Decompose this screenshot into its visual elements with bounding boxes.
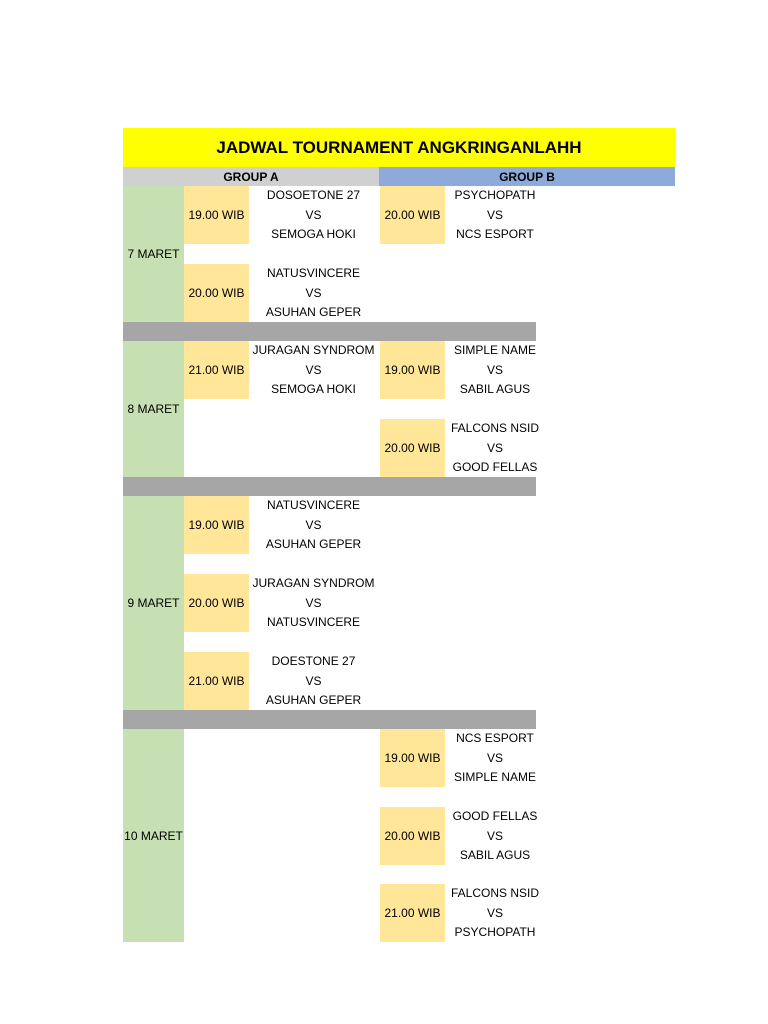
team-home: JURAGAN SYNDROM — [252, 343, 375, 357]
team-home: GOOD FELLAS — [452, 809, 538, 823]
match-teams — [445, 186, 545, 244]
match-teams — [248, 496, 379, 554]
match-time: 20.00 WIB — [184, 264, 249, 322]
vs-label: VS — [486, 828, 503, 843]
date-cell: 9 MARET — [123, 496, 184, 710]
vs-label: VS — [486, 362, 503, 377]
match-time: 19.00 WIB — [184, 496, 249, 554]
date-cell: 7 MARET — [123, 186, 184, 322]
vs-label: VS — [305, 285, 322, 300]
match-teams — [248, 264, 379, 322]
day-separator — [123, 322, 536, 341]
schedule-title: JADWAL TOURNAMENT ANGKRINGANLAHH — [123, 128, 675, 167]
team-home: FALCONS NSID — [450, 421, 540, 435]
team-home: NATUSVINCERE — [266, 266, 361, 280]
match-teams — [248, 574, 379, 632]
day-separator — [123, 710, 536, 729]
vs-label: VS — [486, 440, 503, 455]
team-home: JURAGAN SYNDROM — [252, 576, 375, 590]
date-cell: 10 MARET — [123, 729, 184, 942]
match-time: 20.00 WIB — [380, 419, 445, 477]
match-time: 21.00 WIB — [184, 341, 249, 399]
match-teams — [445, 419, 545, 477]
group-a-header: GROUP A — [123, 167, 379, 186]
team-away: PSYCHOPATH — [454, 925, 536, 939]
match-teams — [248, 186, 379, 244]
match-teams — [445, 729, 545, 787]
match-time: 19.00 WIB — [380, 729, 445, 787]
team-home: NCS ESPORT — [456, 731, 534, 745]
team-home: DOESTONE 27 — [271, 654, 356, 668]
team-away: ASUHAN GEPER — [265, 693, 362, 707]
match-time: 20.00 WIB — [380, 186, 445, 244]
team-home: FALCONS NSID — [450, 886, 540, 900]
match-time: 19.00 WIB — [184, 186, 249, 244]
team-away: SABIL AGUS — [459, 848, 531, 862]
team-away: SABIL AGUS — [459, 382, 531, 396]
vs-label: VS — [486, 905, 503, 920]
vs-label: VS — [305, 595, 322, 610]
match-time: 19.00 WIB — [380, 341, 445, 399]
match-time: 21.00 WIB — [380, 884, 445, 942]
date-cell: 8 MARET — [123, 341, 184, 477]
match-teams — [248, 652, 379, 710]
match-teams — [445, 884, 545, 942]
team-away: NCS ESPORT — [456, 227, 534, 241]
vs-label: VS — [305, 517, 322, 532]
team-home: PSYCHOPATH — [454, 188, 536, 202]
team-away: SIMPLE NAME — [453, 770, 537, 784]
vs-label: VS — [305, 673, 322, 688]
team-home: NATUSVINCERE — [266, 498, 361, 512]
team-away: SEMOGA HOKI — [271, 382, 356, 396]
team-away: ASUHAN GEPER — [265, 537, 362, 551]
team-away: SEMOGA HOKI — [271, 227, 356, 241]
vs-label: VS — [305, 207, 322, 222]
team-home: SIMPLE NAME — [453, 343, 537, 357]
match-time: 20.00 WIB — [184, 574, 249, 632]
match-teams — [445, 341, 545, 399]
group-b-header: GROUP B — [379, 167, 675, 186]
match-teams — [445, 807, 545, 865]
vs-label: VS — [486, 207, 503, 222]
team-away: GOOD FELLAS — [452, 460, 538, 474]
match-time: 20.00 WIB — [380, 807, 445, 865]
match-teams — [248, 341, 379, 399]
day-separator — [123, 477, 536, 496]
vs-label: VS — [305, 362, 322, 377]
match-time: 21.00 WIB — [184, 652, 249, 710]
team-away: NATUSVINCERE — [266, 615, 361, 629]
team-away: ASUHAN GEPER — [265, 305, 362, 319]
vs-label: VS — [486, 750, 503, 765]
team-home: DOSOETONE 27 — [266, 188, 361, 202]
